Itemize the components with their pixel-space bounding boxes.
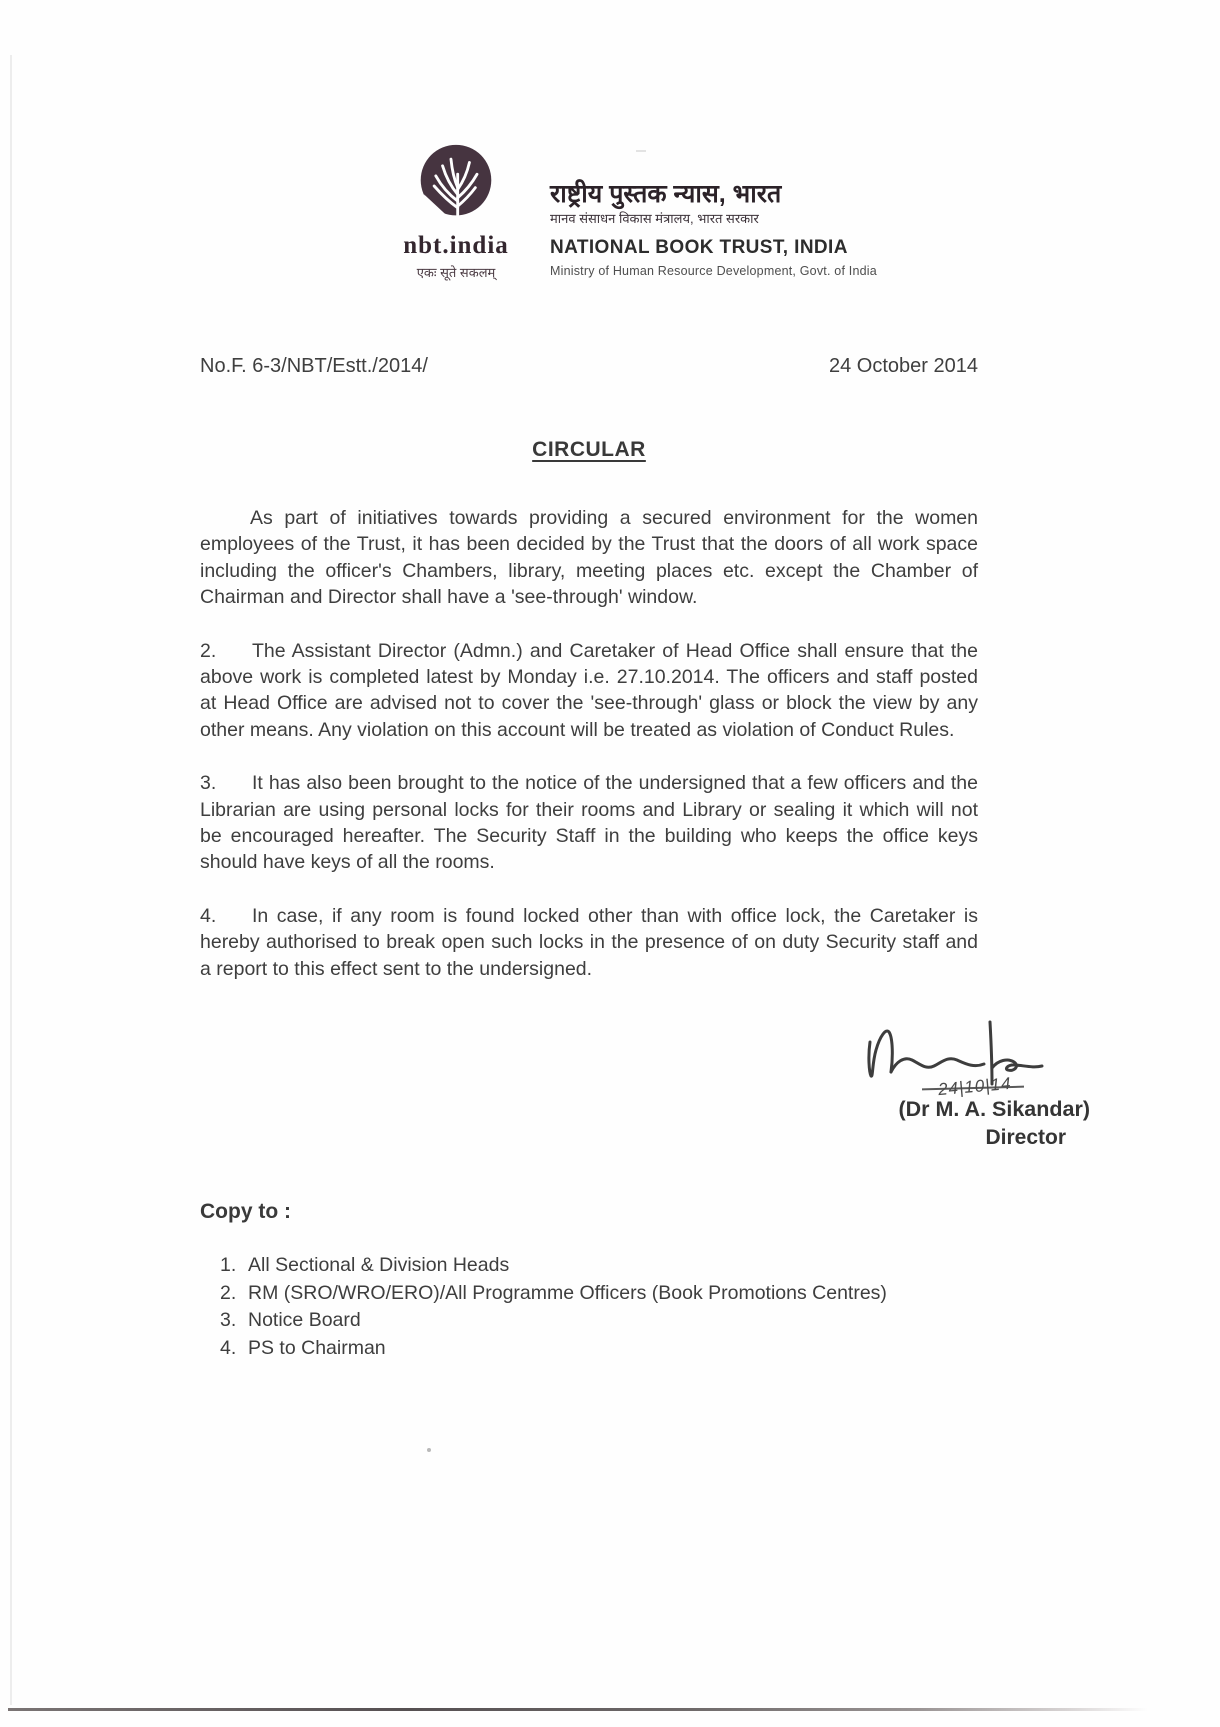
org-name-hindi: राष्ट्रीय पुस्तक न्यास, भारत: [550, 180, 782, 208]
scan-bottom-edge-line: [8, 1708, 1148, 1711]
reference-number: No.F. 6-3/NBT/Estt./2014/: [200, 355, 428, 377]
paragraph-4: [200, 903, 978, 982]
paragraph-2-text: The Assistant Director (Admn.) and Caretaker of Head Office shall ensure that the above work is completed latest by Monday i.e. 27.10.2014. The officers and staff posted at Head Office are advised not to cover the 'see-through' glass or block the view by any other means. Any violation on this account will be treated as violation of Conduct Rules.: [200, 639, 978, 741]
document-title-wrap: [200, 438, 978, 462]
copy-to-item: 2. RM (SRO/WRO/ERO)/All Programme Officers (Book Promotions Centres): [220, 1281, 887, 1304]
paragraph-2: [200, 638, 978, 744]
paragraph-2-number: 2.: [200, 639, 217, 662]
paragraph-1: As part of initiatives towards providing a secured environment for the women employees of the Trust, it has been decided by the Trust that the doors of all work space including the officer's Chambers, library, meeting places etc. except the Chamber of Chairman and Director shall have a 'see-through' window.: [200, 507, 978, 609]
document-title: CIRCULAR: [532, 438, 646, 461]
signatory-name: (Dr M. A. Sikandar): [898, 1097, 1090, 1121]
scan-speck: [427, 1448, 431, 1452]
org-name-english: NATIONAL BOOK TRUST, INDIA: [550, 236, 848, 258]
scan-left-edge-line: [10, 55, 12, 1705]
ministry-name-hindi: मानव संसाधन विकास मंत्रालय, भारत सरकार: [550, 210, 759, 226]
letterhead-text-block: [550, 180, 877, 278]
paragraph-3: [200, 770, 978, 876]
nbt-logo-block: [388, 142, 524, 281]
logo-motto-text: एकः सूते सकलम्: [416, 265, 496, 280]
logo-brand-text: nbt.india: [403, 232, 509, 259]
copy-to-item: 1. All Sectional & Division Heads: [220, 1254, 510, 1276]
copy-to-item: 3. Notice Board: [220, 1309, 361, 1331]
signature-handwritten-date: 24|10|14: [937, 1073, 1013, 1100]
copy-to-item: 4. PS to Chairman: [220, 1336, 386, 1359]
signatory-designation: Director: [985, 1126, 1066, 1149]
letter-date: 24 October 2014: [829, 355, 978, 377]
letter-body: [200, 505, 978, 1009]
copy-to-label: Copy to :: [200, 1200, 291, 1223]
ministry-name-english: Ministry of Human Resource Development, Govt. of India: [550, 263, 877, 278]
copy-to-list: [220, 1252, 887, 1362]
reference-row: [200, 355, 978, 378]
paragraph-4-number: 4.: [200, 904, 217, 927]
scan-speck: [636, 150, 646, 152]
paragraph-3-number: 3.: [200, 772, 217, 795]
nbt-tree-logo-icon: [414, 142, 498, 230]
paragraph-4-text: In case, if any room is found locked other than with office lock, the Caretaker is hereby authorised to break open such locks in the presence of on duty Security staff and a report to this effect sent to the undersigned.: [200, 904, 978, 980]
paragraph-3-text: It has also been brought to the notice of the undersigned that a few officers and the Librarian are using personal locks for their rooms and Library or sealing it which will not be encouraged hereafter. The Security Staff in the building who keeps the office keys should have keys of all the rooms.: [200, 772, 978, 874]
